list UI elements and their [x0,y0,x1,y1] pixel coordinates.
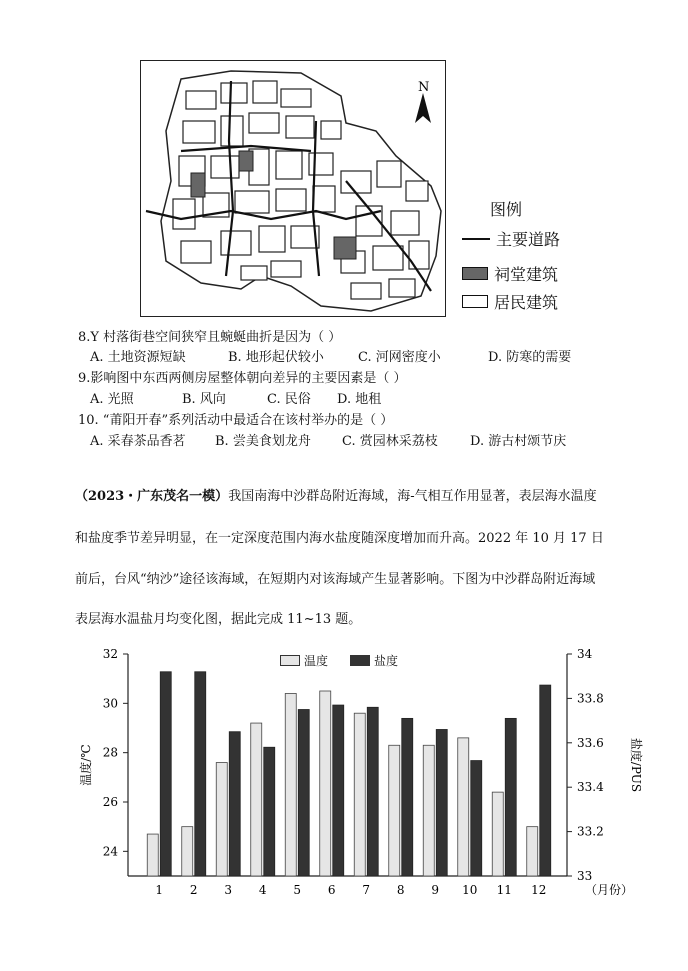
salinity-bar [195,672,206,876]
north-arrow-icon [415,80,431,123]
passage-line-2: 和盐度季节差异明显，在一定深度范围内海水盐度随深度增加而升高。2022 年 10 月 17 日 [75,531,604,546]
temperature-bar [320,691,331,876]
temperature-bar [147,834,158,876]
question-9-stem: 9.影响图中东西两侧房屋整体朝向差异的主要因素是（ ） [78,371,407,386]
village-map-drawing [141,61,444,315]
option-c: C. 赏园林采荔枝 [342,434,438,449]
temperature-bar [216,763,227,876]
left-tick-label: 24 [102,844,118,859]
legend-label-residential: 居民建筑 [494,293,559,312]
option-a: A. 土地资源短缺 [90,350,186,365]
question-10-stem: 10. “莆阳开春”系列活动中最适合在该村举办的是（ ） [78,413,394,428]
temperature-bar [458,738,469,876]
legend-item-residential [462,290,558,313]
x-tick-label: 11 [496,883,512,897]
map-legend-title: 图例 [490,200,523,219]
legend-salinity: 盐度 [374,654,399,668]
x-unit-label: （月份） [585,883,634,897]
temperature-bar [182,827,193,876]
right-tick-label: 33.6 [577,735,604,750]
temperature-bar [389,745,400,876]
question-8-options [90,348,571,368]
x-tick-label: 8 [396,883,405,897]
salinity-bar [367,707,378,876]
right-tick-label: 33 [577,869,593,883]
option-d: D. 地租 [337,392,382,407]
passage-line-4: 表层海水温盐月均变化图，据此完成 11~13 题。 [75,612,362,627]
option-b: B. 风向 [182,392,226,407]
passage-source: （2023・广东茂名一模） [75,489,229,504]
right-tick-label: 33.2 [577,824,604,839]
right-tick-label: 34 [577,647,593,661]
option-d: D. 游古村颂节庆 [470,434,567,449]
salinity-bar [436,729,447,876]
temperature-bar [423,745,434,876]
x-tick-label: 1 [155,883,164,897]
salinity-bar [298,710,309,877]
x-tick-label: 3 [224,883,233,897]
salinity-bar [540,685,551,876]
salinity-bar [505,718,516,876]
x-tick-label: 9 [431,883,440,897]
legend-item-road [462,227,560,250]
option-a: A. 采春茶品香茗 [90,434,186,449]
temperature-bar [354,713,365,876]
y-axis-left-label: 温度/℃ [79,744,93,786]
legend-label-hall: 祠堂建筑 [494,265,559,284]
village-map [140,60,446,317]
left-tick-label: 32 [102,647,118,661]
x-tick-label: 2 [189,883,198,897]
passage-line-3: 前后，台风“纳沙”途径该海域，在短期内对该海域产生显著影响。下图为中沙群岛附近海域 [75,572,596,587]
residential-swatch [462,295,488,308]
ancestral-hall-swatch [462,267,488,280]
passage-line-1: （2023・广东茂名一模）我国南海中沙群岛附近海域，海-气相互作用显著，表层海水温度 [75,489,597,504]
legend-temperature: 温度 [304,654,329,668]
x-tick-label: 7 [362,883,371,897]
option-c: C. 民俗 [267,392,311,407]
question-9-options [90,390,381,410]
legend-item-hall [462,262,558,285]
left-tick-label: 30 [102,696,118,711]
x-tick-label: 5 [293,883,302,897]
temperature-bar [527,827,538,876]
legend-label-road: 主要道路 [496,230,561,249]
y-axis-right-label: 盐度/PUS [629,737,643,793]
road-line-icon [462,238,490,240]
question-10-options [90,432,566,452]
left-tick-label: 28 [102,745,118,760]
option-b: B. 尝美食划龙舟 [215,434,311,449]
temperature-bar [251,723,262,876]
option-d: D. 防寒的需要 [488,350,572,365]
option-a: A. 光照 [90,392,134,407]
temperature-bar [492,792,503,876]
salinity-bar [333,705,344,876]
option-b: B. 地形起伏较小 [228,350,324,365]
salinity-bar [229,732,240,876]
svg-text:N: N [418,80,430,95]
x-tick-label: 12 [531,883,547,897]
salinity-bar [471,761,482,876]
option-c: C. 河网密度小 [358,350,441,365]
x-tick-label: 6 [327,883,336,897]
x-tick-label: 4 [258,883,267,897]
temperature-salinity-chart [0,640,688,900]
right-tick-label: 33.8 [577,691,604,706]
salinity-bar [264,747,275,876]
question-8-stem: 8.Y 村落街巷空间狭窄且蜿蜒曲折是因为（ ） [78,330,342,345]
salinity-bar [160,672,171,876]
left-tick-label: 26 [102,795,118,809]
right-tick-label: 33.4 [577,780,604,795]
salinity-bar [402,718,413,876]
x-tick-label: 10 [462,883,478,897]
temperature-bar [285,693,296,876]
